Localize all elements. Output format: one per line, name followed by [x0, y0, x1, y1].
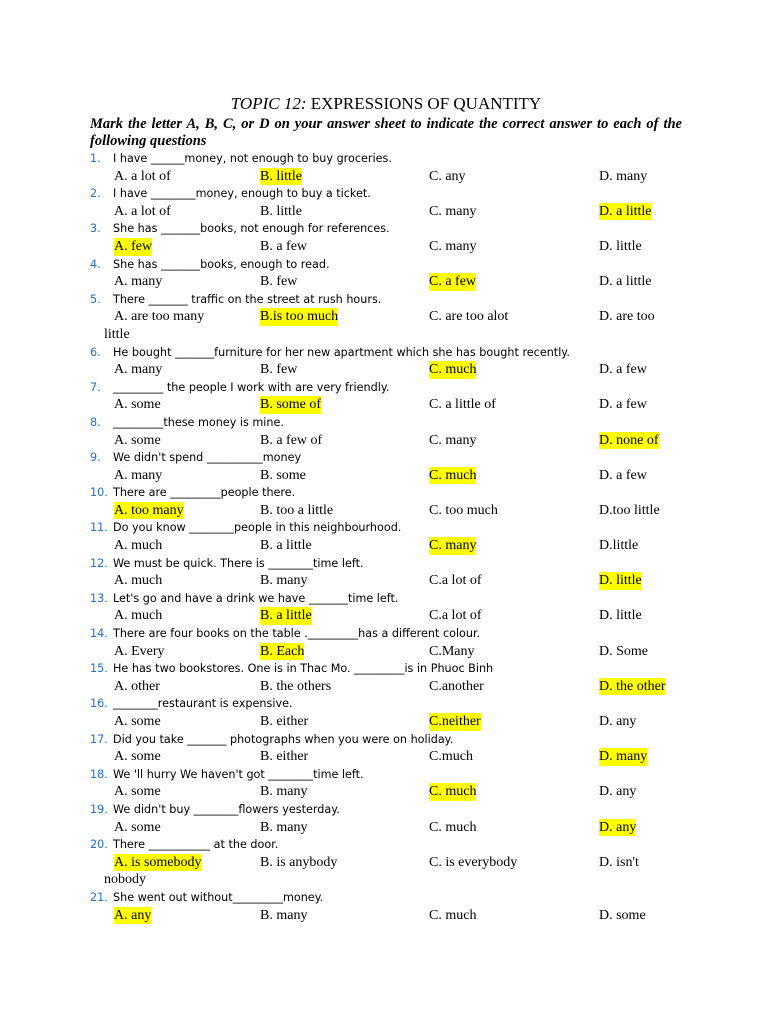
option-c: C.Many — [429, 643, 475, 659]
question-text: Did you take _______ photographs when you were on holiday. — [113, 732, 454, 746]
question-number: 12. — [90, 556, 108, 570]
title-main: EXPRESSIONS OF QUANTITY — [306, 94, 542, 113]
option-a: A. many — [114, 467, 163, 483]
option-d: D. a few — [599, 397, 647, 413]
option-d: D. little — [599, 238, 642, 254]
option-d-highlighted: D. little — [599, 573, 642, 589]
option-a-highlighted: A. few — [114, 238, 153, 254]
option-b: B. either — [260, 749, 309, 765]
option-c: C. much — [429, 819, 477, 835]
option-a: A. many — [114, 274, 163, 290]
options-row — [90, 273, 682, 291]
option-a-highlighted: A. too many — [114, 502, 184, 518]
option-b: B. a few of — [260, 432, 323, 448]
option-a-highlighted: A. any — [114, 907, 152, 923]
question-number: 8. — [90, 415, 101, 429]
option-d: D. Some — [599, 643, 648, 659]
option-c: C.a lot of — [429, 573, 482, 589]
option-b: B. many — [260, 573, 308, 589]
option-wrap-text: nobody — [104, 872, 146, 888]
question-3 — [90, 220, 682, 238]
options-row — [90, 783, 682, 801]
options-row — [90, 643, 682, 661]
question-number: 9. — [90, 451, 101, 465]
question-5 — [90, 291, 682, 309]
question-9 — [90, 449, 682, 467]
question-number: 7. — [90, 380, 101, 394]
option-d: D. any — [599, 784, 637, 800]
option-d-highlighted: D. many — [599, 749, 648, 765]
options-row — [90, 537, 682, 555]
option-a: A. some — [114, 432, 161, 448]
option-c: C. many — [429, 238, 477, 254]
question-text: There are four books on the table ._________has a different colour. — [113, 627, 481, 641]
options-row — [90, 748, 682, 766]
option-a-highlighted: A. is somebody — [114, 854, 202, 870]
option-b: B. few — [260, 362, 298, 378]
options-row — [90, 572, 682, 590]
options-row — [90, 308, 682, 326]
option-d: D. little — [599, 608, 642, 624]
question-number: 2. — [90, 187, 101, 201]
option-c: C. much — [429, 907, 477, 923]
option-a: A. some — [114, 397, 161, 413]
option-b-highlighted: B.is too much — [260, 309, 339, 325]
option-a: A. a lot of — [114, 168, 171, 184]
question-text: _________these money is mine. — [113, 415, 284, 429]
option-b: B. a few — [260, 238, 308, 254]
option-a: A. other — [114, 678, 160, 694]
option-c: C. many — [429, 432, 477, 448]
option-c: C. are too alot — [429, 309, 509, 325]
option-a: A. some — [114, 819, 161, 835]
options-row — [90, 203, 682, 221]
question-15 — [90, 660, 682, 678]
question-text: We didn't buy ________flowers yesterday. — [113, 802, 340, 816]
question-number: 15. — [90, 662, 108, 676]
question-6 — [90, 344, 682, 362]
question-text: She has _______books, not enough for references. — [113, 222, 390, 236]
option-a: A. much — [114, 538, 163, 554]
question-14 — [90, 625, 682, 643]
question-text: He has two bookstores. One is in Thac Mo. _________is in Phuoc Binh — [113, 662, 494, 676]
option-a: A. some — [114, 784, 161, 800]
question-text: He bought _______furniture for her new apartment which she has bought recently. — [113, 345, 570, 359]
question-number: 3. — [90, 222, 101, 236]
option-d: D. some — [599, 907, 646, 923]
option-c-highlighted: C. a few — [429, 274, 477, 290]
question-number: 4. — [90, 257, 101, 271]
question-text: Let's go and have a drink we have _______time left. — [113, 591, 399, 605]
option-c: C. is everybody — [429, 854, 518, 870]
option-b: B. some — [260, 467, 306, 483]
option-b-highlighted: B. little — [260, 168, 302, 184]
question-20 — [90, 836, 682, 854]
question-11 — [90, 519, 682, 537]
option-d: D.little — [599, 538, 639, 554]
page-title — [90, 94, 682, 114]
option-a: A. are too many — [114, 309, 205, 325]
question-text: There ___________ at the door. — [113, 838, 279, 852]
title-topic: TOPIC 12: — [230, 94, 307, 113]
option-b: B. many — [260, 784, 308, 800]
option-c: C.much — [429, 749, 473, 765]
option-a: A. some — [114, 714, 161, 729]
question-13 — [90, 590, 682, 608]
question-number: 14. — [90, 627, 108, 641]
option-d-highlighted: D. none of — [599, 432, 659, 448]
option-b: B. many — [260, 907, 308, 923]
option-c: C.a lot of — [429, 608, 482, 624]
option-b-highlighted: B. a little — [260, 608, 312, 624]
question-8 — [90, 414, 682, 432]
question-text: We 'll hurry We haven't got ________time left. — [113, 767, 364, 781]
option-d: D.too little — [599, 502, 660, 518]
question-12 — [90, 555, 682, 573]
question-4 — [90, 256, 682, 274]
options-row — [90, 502, 682, 520]
option-d: D. a few — [599, 467, 647, 483]
question-10 — [90, 484, 682, 502]
question-text: She went out without_________money. — [113, 890, 324, 904]
options-row — [90, 678, 682, 696]
option-d: D. a few — [599, 362, 647, 378]
question-2 — [90, 185, 682, 203]
question-number: 21. — [90, 890, 108, 904]
question-text: There are _________people there. — [113, 486, 296, 500]
options-row — [90, 396, 682, 414]
option-a: A. much — [114, 608, 163, 624]
option-c: C. a little of — [429, 397, 496, 413]
question-text: We didn't spend __________money — [113, 451, 302, 465]
option-c-highlighted: C. much — [429, 362, 477, 378]
options-row — [90, 819, 682, 837]
option-d-highlighted: D. a little — [599, 203, 652, 219]
option-c-highlighted: C. much — [429, 784, 477, 800]
option-b: B. is anybody — [260, 854, 338, 870]
option-b-highlighted: B. some of — [260, 397, 322, 413]
option-a: A. many — [114, 362, 163, 378]
question-text: She has _______books, enough to read. — [113, 257, 330, 271]
option-d: D. a little — [599, 274, 652, 290]
option-c: C. too much — [429, 502, 498, 518]
option-b: B. either — [260, 714, 309, 729]
question-number: 10. — [90, 486, 108, 500]
question-text: There _______ traffic on the street at rush hours. — [113, 292, 382, 306]
question-text: ________restaurant is expensive. — [113, 697, 293, 711]
option-b: B. too a little — [260, 502, 334, 518]
option-a: A. some — [114, 749, 161, 765]
question-number: 18. — [90, 767, 108, 781]
question-text: I have ______money, not enough to buy groceries. — [113, 152, 392, 165]
question-18 — [90, 766, 682, 784]
question-number: 5. — [90, 292, 101, 306]
option-c-highlighted: C. much — [429, 467, 477, 483]
question-number: 13. — [90, 591, 108, 605]
question-number: 16. — [90, 697, 108, 711]
option-d: D. any — [599, 714, 637, 729]
options-row — [90, 607, 682, 625]
option-b: B. many — [260, 819, 308, 835]
option-d: D. isn't — [599, 854, 639, 870]
document-page — [90, 94, 682, 924]
question-1 — [90, 150, 682, 168]
instructions: Mark the letter A, B, C, or D on your answer sheet to indicate the correct answer to each of the following questions — [90, 116, 682, 149]
options-row — [90, 361, 682, 379]
question-number: 17. — [90, 732, 108, 746]
options-row — [90, 238, 682, 256]
option-b: B. a little — [260, 538, 312, 554]
question-17 — [90, 731, 682, 749]
options-row — [90, 168, 682, 186]
question-7 — [90, 379, 682, 397]
option-d-highlighted: D. the other — [599, 678, 666, 694]
option-d-highlighted: D. any — [599, 819, 637, 835]
option-b-highlighted: B. Each — [260, 643, 305, 659]
options-row — [90, 713, 682, 731]
option-c-highlighted: C.neither — [429, 714, 481, 729]
question-number: 11. — [90, 521, 108, 535]
question-text: Do you know ________people in this neighbourhood. — [113, 521, 402, 535]
question-list — [90, 150, 682, 924]
question-text: _________ the people I work with are very friendly. — [113, 380, 390, 394]
question-text: I have ________money, enough to buy a ticket. — [113, 187, 371, 201]
option-c: C. many — [429, 203, 477, 219]
question-number: 1. — [90, 152, 101, 165]
question-number: 20. — [90, 838, 108, 852]
option-b: B. the others — [260, 678, 332, 694]
option-a: A. much — [114, 573, 163, 589]
option-c-highlighted: C. many — [429, 538, 477, 554]
option-a: A. a lot of — [114, 203, 171, 219]
options-row — [90, 432, 682, 450]
question-number: 19. — [90, 802, 108, 816]
question-21 — [90, 889, 682, 907]
options-row — [90, 467, 682, 485]
option-c: C.another — [429, 678, 484, 694]
question-text: We must be quick. There is ________time left. — [113, 556, 364, 570]
option-d: D. are too — [599, 309, 655, 325]
option-c: C. any — [429, 168, 466, 184]
option-b: B. little — [260, 203, 302, 219]
option-a: A. Every — [114, 643, 165, 659]
options-row — [90, 854, 682, 872]
question-16 — [90, 695, 682, 713]
question-19 — [90, 801, 682, 819]
option-d: D. many — [599, 168, 648, 184]
options-row — [90, 907, 682, 925]
option-b: B. few — [260, 274, 298, 290]
option-wrap-text: little — [104, 326, 130, 342]
question-number: 6. — [90, 345, 101, 359]
